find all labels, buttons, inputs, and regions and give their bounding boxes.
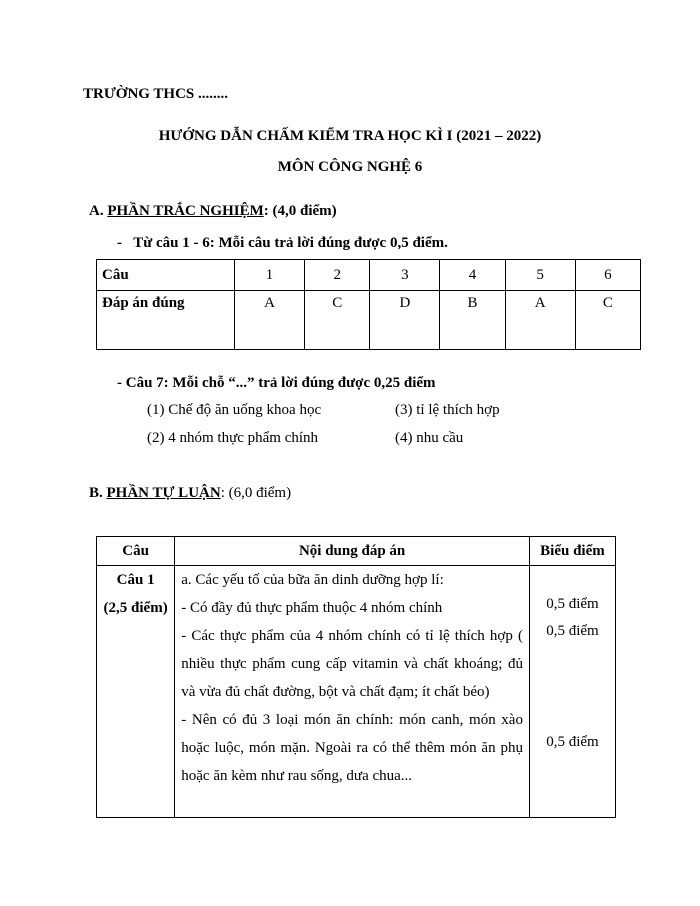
question-number-cell: 1	[235, 260, 305, 291]
section-a-heading	[89, 203, 337, 220]
score-value: 0,5 điểm	[546, 734, 599, 750]
col-header-score: Biểu điểm	[529, 537, 615, 566]
answer-cell: C	[575, 291, 640, 350]
bullet-dash: -	[117, 235, 122, 251]
doc-title: HƯỚNG DẪN CHẤM KIỂM TRA HỌC KÌ I (2021 – 2022)	[158, 128, 542, 144]
question-label: Câu 1	[116, 572, 155, 588]
q7-answer-4: (4) nhu cầu	[395, 430, 464, 446]
table-row	[97, 537, 616, 566]
score-value: 0,5 điểm	[546, 596, 599, 612]
score-cell	[529, 566, 615, 818]
section-b-suffix: : (6,0 điểm)	[220, 485, 292, 501]
answer-line: - Các thực phẩm của 4 nhóm chính có tỉ lệ thích hợp ( nhiều thực phẩm cung cấp vitamin và chất khoáng; đủ và vừa đủ chất đường, bột và chất đạm; ít chất béo)	[181, 628, 523, 700]
answer-content-cell	[175, 566, 530, 818]
question-number-cell: 6	[575, 260, 640, 291]
question-number-cell: 2	[305, 260, 370, 291]
q7-answer-2: (2) 4 nhóm thực phẩm chính	[147, 430, 319, 446]
q7-answer-1: (1) Chế độ ăn uống khoa học	[147, 402, 322, 418]
question-points: (2,5 điểm)	[103, 600, 168, 616]
q7-answer-3: (3) tỉ lệ thích hợp	[395, 402, 500, 418]
col-header-question: Câu	[97, 537, 175, 566]
table-row	[97, 566, 616, 818]
essay-answer-table	[96, 536, 616, 818]
question-header-cell: Câu	[97, 260, 235, 291]
q7-note: - Câu 7: Mỗi chỗ “...” trả lời đúng được 0,25 điểm	[117, 375, 436, 391]
section-a-suffix: : (4,0 điểm)	[263, 203, 337, 219]
answer-cell: D	[370, 291, 440, 350]
doc-subtitle: MÔN CÔNG NGHỆ 6	[277, 159, 423, 175]
answer-cell: C	[305, 291, 370, 350]
q1-6-note	[117, 235, 448, 252]
section-a-prefix: A.	[89, 203, 108, 219]
question-number-cell: 5	[505, 260, 575, 291]
question-cell	[97, 566, 175, 818]
answer-cell: A	[235, 291, 305, 350]
answer-key-table	[96, 259, 641, 350]
answer-line: a. Các yếu tố của bữa ăn dinh dưỡng hợp lí:	[181, 572, 444, 588]
question-number-cell: 4	[440, 260, 505, 291]
score-value: 0,5 điểm	[546, 623, 599, 639]
table-row	[97, 260, 641, 291]
col-header-content: Nội dung đáp án	[175, 537, 530, 566]
answer-cell: B	[440, 291, 505, 350]
table-row	[97, 291, 641, 350]
question-number-cell: 3	[370, 260, 440, 291]
section-a-name: PHẦN TRẮC NGHIỆM	[107, 203, 264, 219]
section-b-heading	[89, 485, 291, 502]
section-b-prefix: B.	[89, 485, 107, 501]
answer-header-cell: Đáp án đúng	[97, 291, 235, 350]
section-b-name: PHẦN TỰ LUẬN	[106, 485, 221, 501]
q1-6-note-text: Từ câu 1 - 6: Mỗi câu trả lời đúng được 0,5 điểm.	[133, 235, 448, 251]
school-name: TRƯỜNG THCS ........	[83, 86, 229, 102]
answer-line: - Có đầy đủ thực phẩm thuộc 4 nhóm chính	[181, 600, 443, 616]
answer-cell: A	[505, 291, 575, 350]
answer-line: - Nên có đủ 3 loại món ăn chính: món canh, món xào hoặc luộc, món mặn. Ngoài ra có thể thêm món ăn phụ hoặc ăn kèm như rau sống, dưa chua...	[181, 712, 523, 784]
